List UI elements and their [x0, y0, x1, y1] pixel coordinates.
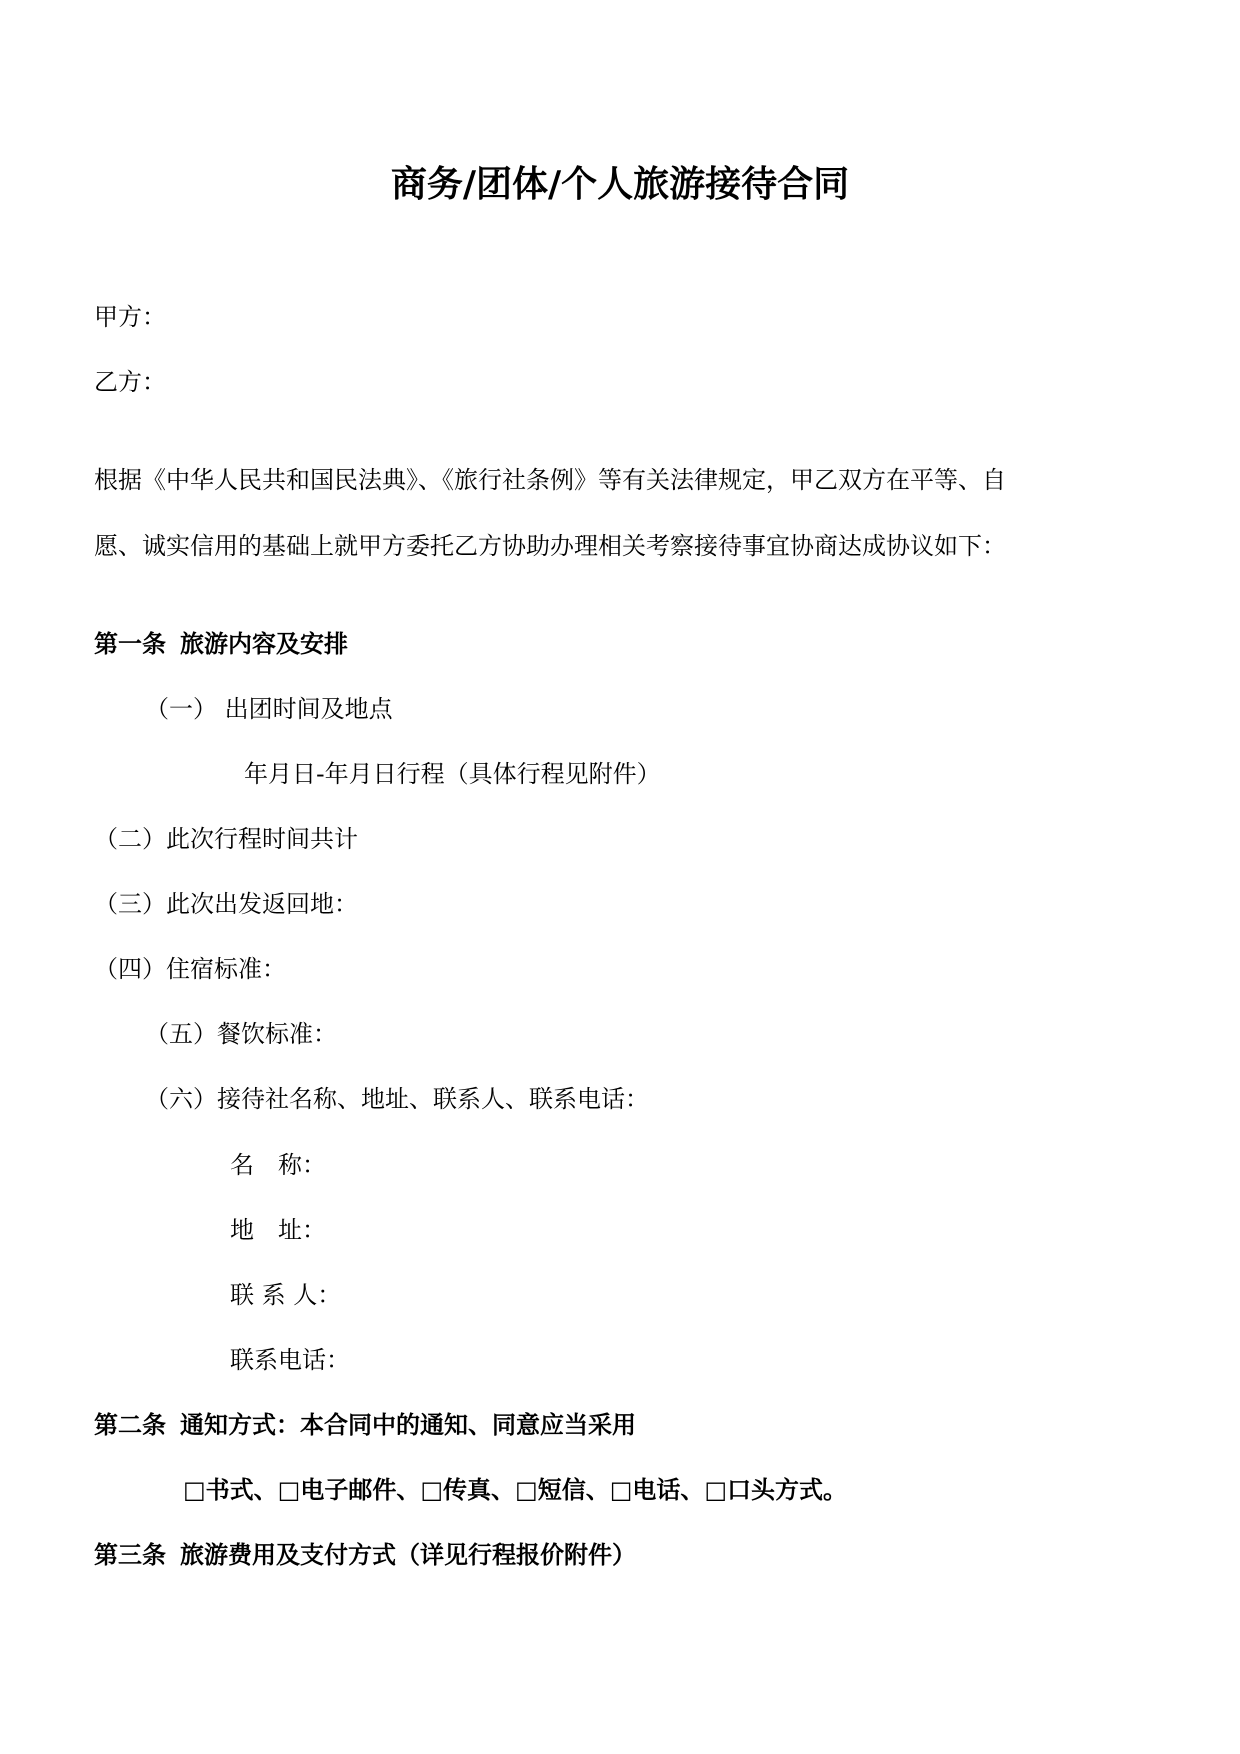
article-1-item-5: （五）餐饮标准：	[145, 1020, 337, 1048]
article-1-item-3: （三）此次出发返回地：	[94, 890, 358, 918]
article-2-heading	[94, 1408, 636, 1442]
party-b-label: 乙方：	[94, 368, 166, 396]
article-1-heading	[94, 627, 348, 661]
article-3-heading	[94, 1538, 636, 1572]
notification-options: □书式、□电子邮件、□传真、□短信、□电话、□口头方式。	[183, 1476, 848, 1504]
article-2-number: 第二条	[94, 1411, 166, 1439]
article-2-title: 通知方式：本合同中的通知、同意应当采用	[180, 1411, 636, 1439]
article-1-item-4: （四）住宿标准：	[94, 955, 286, 983]
article-3-number: 第三条	[94, 1541, 166, 1569]
agency-address-field: 地 址：	[230, 1216, 326, 1244]
intro-line-2: 愿、诚实信用的基础上就甲方委托乙方协助办理相关考察接待事宜协商达成协议如下：	[94, 532, 1006, 560]
article-1-item-dates: 年月日-年月日行程（具体行程见附件）	[244, 760, 661, 788]
page-title: 商务/团体/个人旅游接待合同	[390, 164, 850, 205]
article-1-title: 旅游内容及安排	[180, 630, 348, 658]
article-1-item-6: （六）接待社名称、地址、联系人、联系电话：	[145, 1085, 649, 1113]
intro-line-1: 根据《中华人民共和国民法典》、《旅行社条例》等有关法律规定，甲乙双方在平等、自	[94, 466, 1006, 494]
agency-name-field: 名 称：	[230, 1151, 326, 1179]
party-a-label: 甲方：	[94, 303, 166, 331]
article-3-title: 旅游费用及支付方式（详见行程报价附件）	[180, 1541, 636, 1569]
agency-phone-field: 联系电话：	[230, 1346, 350, 1374]
agency-contact-field: 联 系 人：	[230, 1281, 342, 1309]
article-1-number: 第一条	[94, 630, 166, 658]
article-1-item-1: （一） 出团时间及地点	[145, 695, 393, 723]
article-1-item-2: （二）此次行程时间共计	[94, 825, 358, 853]
